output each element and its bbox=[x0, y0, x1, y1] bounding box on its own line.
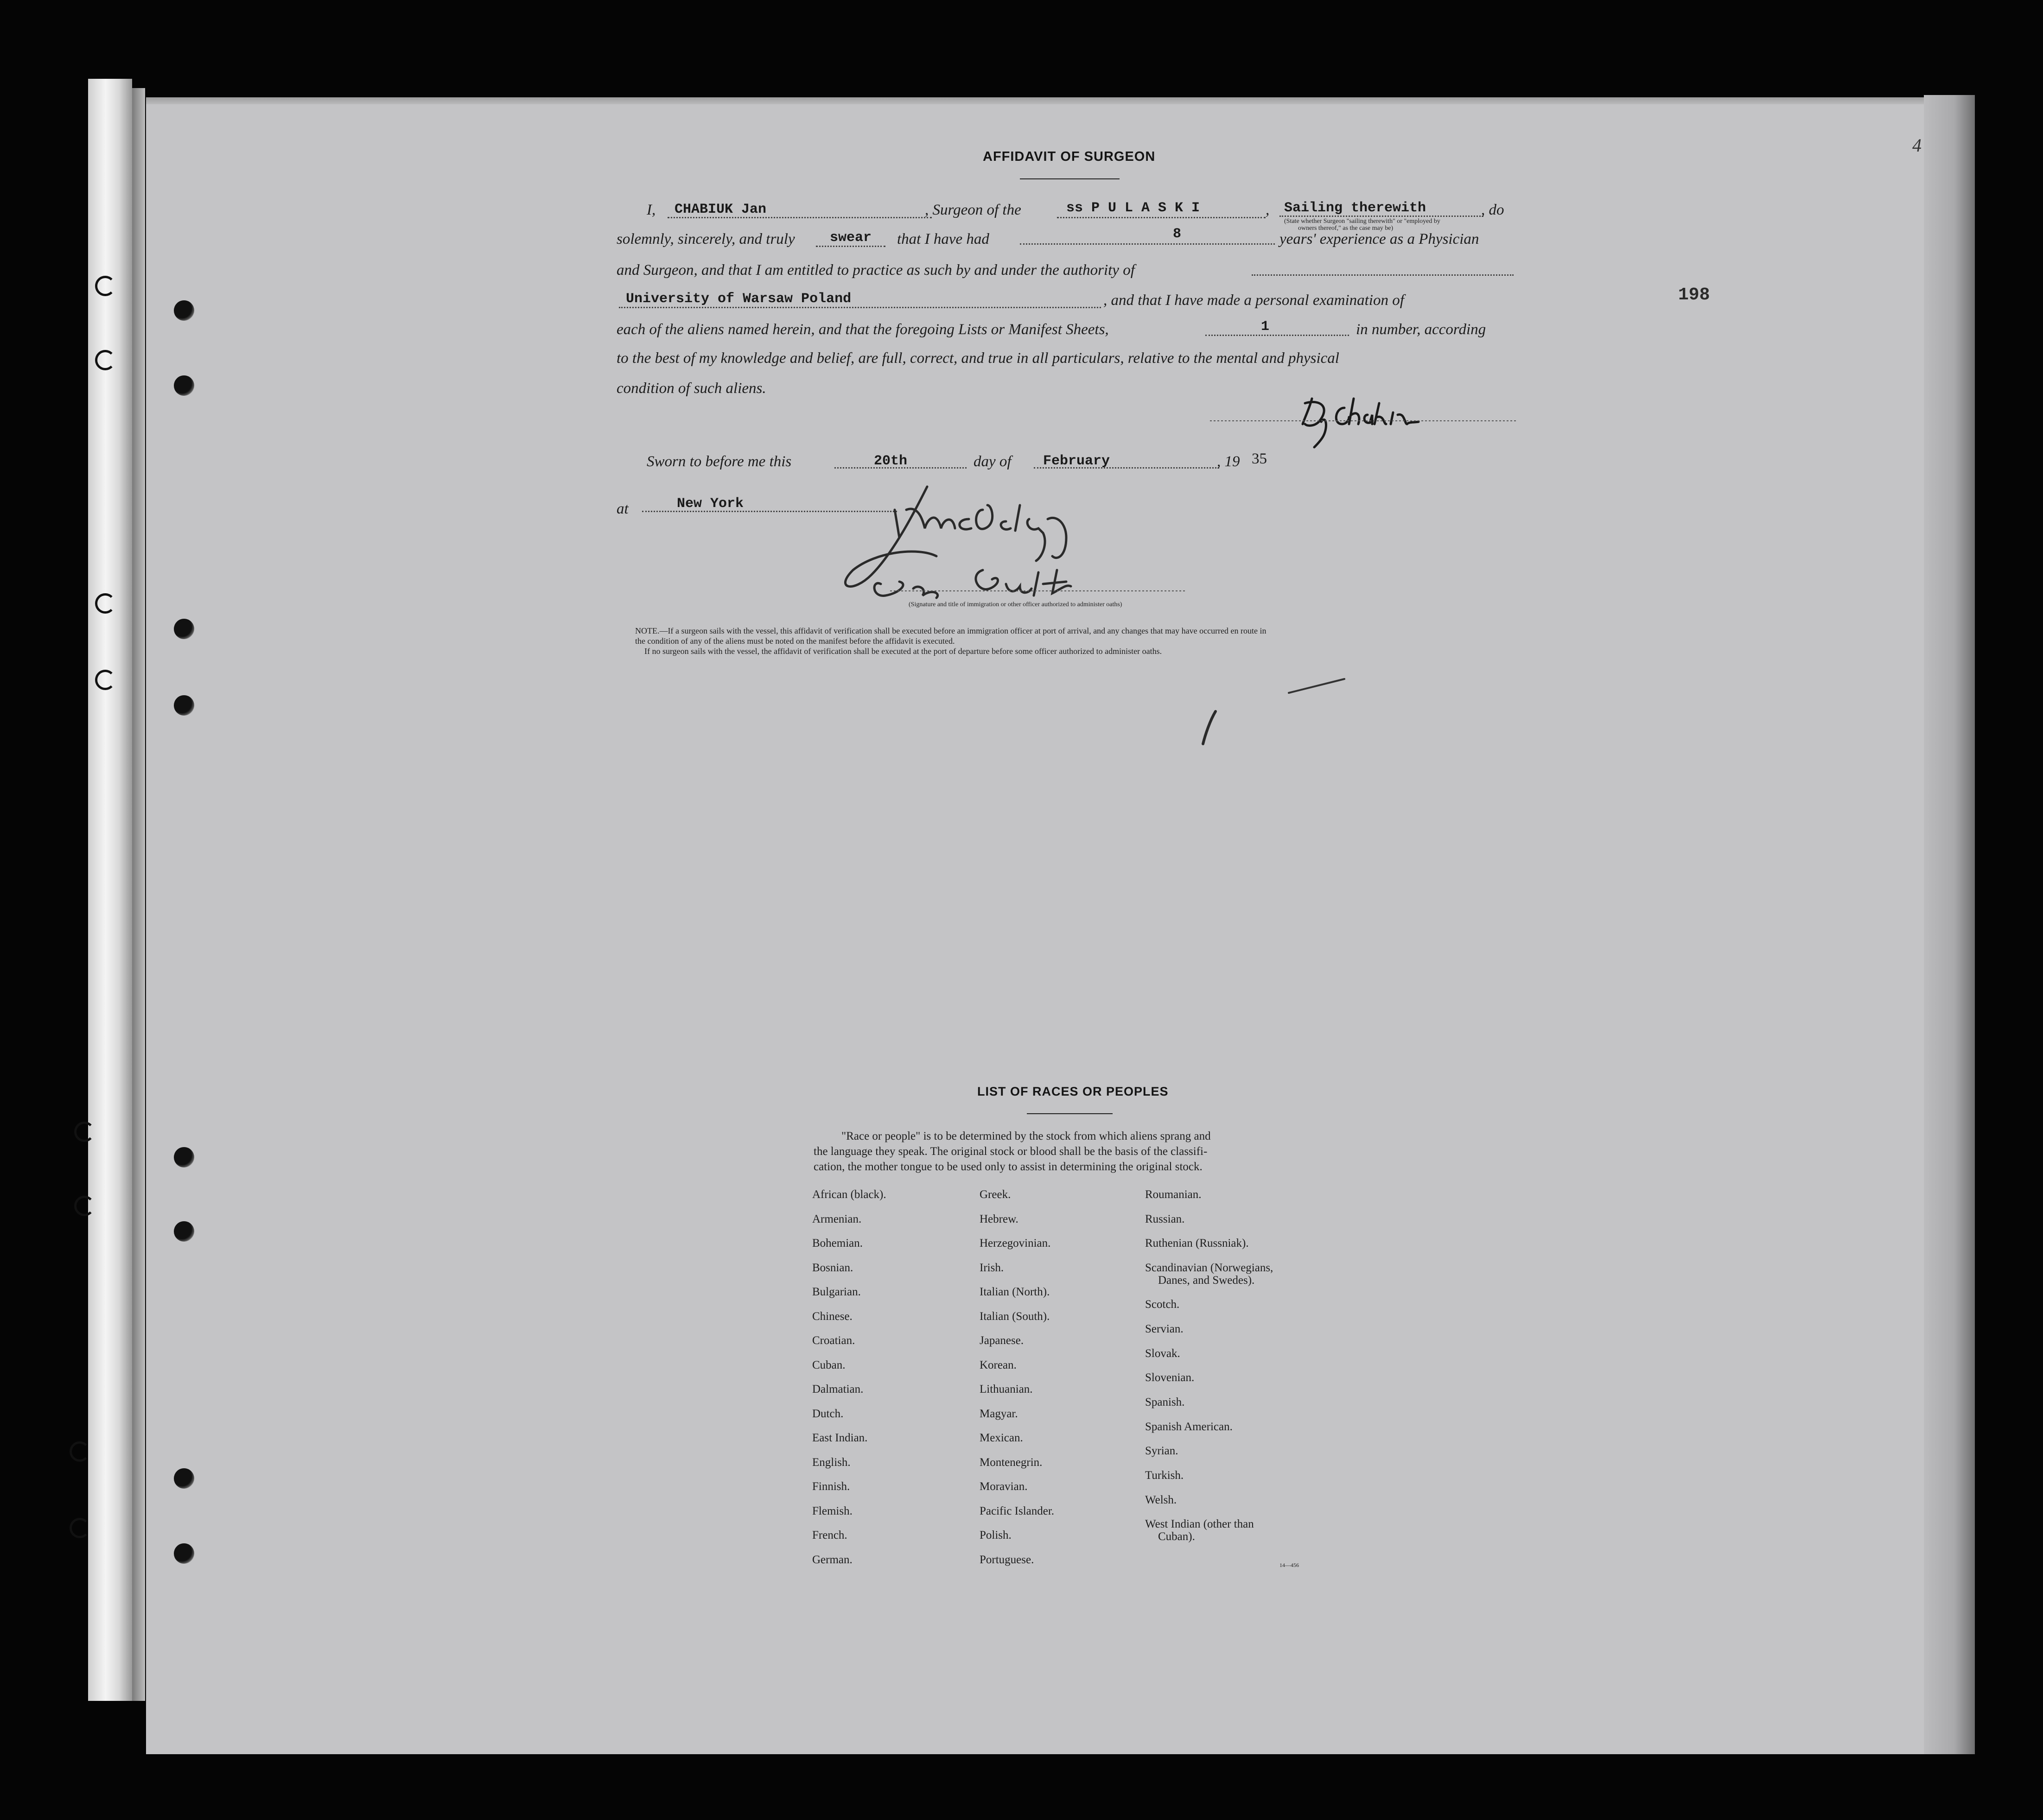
sailing-status-line bbox=[1279, 216, 1483, 217]
race-item: Korean. bbox=[980, 1359, 1017, 1371]
race-item: French. bbox=[812, 1529, 847, 1541]
place-city: New York bbox=[677, 496, 744, 512]
race-item: Finnish. bbox=[812, 1480, 850, 1493]
authority-line-b bbox=[619, 307, 1101, 308]
surgeon-signature bbox=[1210, 389, 1516, 450]
race-item: Slovak. bbox=[1145, 1347, 1180, 1360]
line5-prefix: each of the aliens named herein, and that the foregoing Lists or Manifest Sheets, bbox=[617, 321, 1109, 338]
line2-prefix: solemnly, sincerely, and truly bbox=[617, 231, 795, 247]
race-item: German. bbox=[812, 1554, 853, 1566]
oath-word: swear bbox=[830, 230, 872, 246]
years-line bbox=[1020, 243, 1275, 245]
race-item: Ruthenian (Russniak). bbox=[1145, 1237, 1249, 1249]
years-experience: 8 bbox=[1173, 226, 1182, 242]
line1-prefix: I, bbox=[647, 202, 656, 218]
binder-clip bbox=[95, 593, 115, 614]
binder-hole bbox=[174, 1543, 194, 1564]
sailing-status: Sailing therewith bbox=[1284, 200, 1426, 216]
note-line-1: NOTE.—If a surgeon sails with the vessel, this affidavit of verification shall be executed before an immigration officer at port of arrival, and any changes that may have occurred en route in bbox=[635, 626, 1267, 635]
race-item: Welsh. bbox=[1145, 1494, 1177, 1506]
race-item: Montenegrin. bbox=[980, 1456, 1043, 1469]
race-item: Irish. bbox=[980, 1262, 1004, 1274]
line4-suffix: , and that I have made a personal examination of bbox=[1103, 292, 1404, 309]
line2-mid: that I have had bbox=[897, 231, 989, 247]
race-item: East Indian. bbox=[812, 1432, 868, 1444]
line5-suffix: in number, according bbox=[1356, 321, 1486, 338]
stray-pen-marks bbox=[1187, 674, 1363, 753]
race-item: Mexican. bbox=[980, 1432, 1023, 1444]
surgeon-name-line bbox=[668, 217, 932, 218]
line1-comma: , bbox=[1266, 202, 1270, 218]
races-intro-2: the language they speak. The original stock or blood shall be the basis of the classifi- bbox=[814, 1145, 1208, 1158]
races-heading: LIST OF RACES OR PEOPLES bbox=[977, 1084, 1169, 1098]
binder-clip bbox=[95, 670, 115, 690]
corner-mark: 4 bbox=[1912, 135, 1922, 156]
surgeon-name: CHABIUK Jan bbox=[675, 202, 767, 217]
race-item: Moravian. bbox=[980, 1480, 1028, 1493]
place-prefix: at bbox=[617, 501, 629, 517]
affidavit-heading: AFFIDAVIT OF SURGEON bbox=[983, 149, 1156, 164]
sworn-mid: day of bbox=[974, 453, 1012, 470]
race-item: West Indian (other than bbox=[1145, 1518, 1254, 1530]
page-right-edge bbox=[1924, 95, 1975, 1754]
race-item: Japanese. bbox=[980, 1334, 1024, 1347]
race-item: Dalmatian. bbox=[812, 1383, 864, 1395]
sworn-month: February bbox=[1043, 453, 1110, 469]
binding-strip bbox=[88, 79, 132, 1701]
line6: to the best of my knowledge and belief, are full, correct, and true in all particulars, relative to the mental and physical bbox=[617, 350, 1339, 367]
authority: University of Warsaw Poland bbox=[626, 291, 852, 307]
race-item: Cuban). bbox=[1158, 1530, 1195, 1543]
sailing-note-2: owners thereof," as the case may be) bbox=[1298, 225, 1394, 232]
race-item: Cuban. bbox=[812, 1359, 846, 1371]
binder-clip bbox=[95, 350, 115, 370]
race-item: Dutch. bbox=[812, 1408, 844, 1420]
race-item: Scandinavian (Norwegians, bbox=[1145, 1262, 1273, 1274]
note-line-2: the condition of any of the aliens must be noted on the manifest before the affidavit is executed. bbox=[635, 636, 955, 646]
form-code: 14—456 bbox=[1279, 1562, 1299, 1568]
race-item: Syrian. bbox=[1145, 1445, 1178, 1457]
race-item: Spanish American. bbox=[1145, 1420, 1233, 1433]
race-item: Magyar. bbox=[980, 1408, 1018, 1420]
binder-hole bbox=[174, 1468, 194, 1489]
sailing-note-1: (State whether Surgeon "sailing therewith" or "employed by bbox=[1284, 218, 1440, 225]
race-item: Turkish. bbox=[1145, 1469, 1184, 1482]
race-item: Herzegovinian. bbox=[980, 1237, 1051, 1249]
binder-hole bbox=[174, 695, 194, 716]
races-intro-3: cation, the mother tongue to be used only to assist in determining the original stock. bbox=[814, 1160, 1203, 1173]
race-item: Roumanian. bbox=[1145, 1188, 1202, 1201]
races-heading-rule bbox=[1027, 1113, 1113, 1114]
binder-hole bbox=[174, 619, 194, 639]
race-item: Portuguese. bbox=[980, 1554, 1034, 1566]
binder-hole bbox=[174, 375, 194, 396]
officer-caption: (Signature and title of immigration or other officer authorized to administer oaths) bbox=[909, 601, 1122, 608]
binder-clip bbox=[74, 1122, 95, 1142]
line7: condition of such aliens. bbox=[617, 380, 766, 397]
race-item: Russian. bbox=[1145, 1213, 1185, 1225]
vessel-name-line bbox=[1057, 217, 1266, 218]
binder-clip bbox=[70, 1518, 90, 1538]
race-item: Chinese. bbox=[812, 1310, 853, 1323]
race-item: African (black). bbox=[812, 1188, 886, 1201]
race-item: Italian (South). bbox=[980, 1310, 1050, 1323]
line1-mid: , Surgeon of the bbox=[925, 202, 1021, 218]
race-item: Scotch. bbox=[1145, 1298, 1180, 1311]
line2-suffix: years' experience as a Physician bbox=[1279, 231, 1479, 247]
oath-line bbox=[816, 246, 885, 247]
race-item: English. bbox=[812, 1456, 851, 1469]
officer-signature bbox=[825, 477, 1215, 612]
race-item: Flemish. bbox=[812, 1505, 853, 1517]
sworn-prefix: Sworn to before me this bbox=[647, 453, 792, 470]
race-item: Spanish. bbox=[1145, 1396, 1185, 1408]
line3: and Surgeon, and that I am entitled to practice as such by and under the authority of bbox=[617, 262, 1135, 279]
race-item: Greek. bbox=[980, 1188, 1011, 1201]
race-item: Bosnian. bbox=[812, 1262, 853, 1274]
race-item: Lithuanian. bbox=[980, 1383, 1033, 1395]
binder-hole bbox=[174, 300, 194, 321]
binder-hole bbox=[174, 1221, 194, 1242]
race-item: Servian. bbox=[1145, 1323, 1184, 1335]
race-item: Pacific Islander. bbox=[980, 1505, 1055, 1517]
sworn-year-suffix: 35 bbox=[1252, 450, 1267, 467]
vessel-name: ss P U L A S K I bbox=[1066, 200, 1200, 216]
sworn-day-line bbox=[834, 467, 967, 469]
binder-clip bbox=[74, 1196, 95, 1216]
binder-hole bbox=[174, 1147, 194, 1167]
binder-clip bbox=[70, 1441, 90, 1462]
race-item: Bohemian. bbox=[812, 1237, 863, 1249]
binding-edge bbox=[132, 88, 145, 1701]
heading-rule bbox=[1020, 178, 1120, 179]
race-item: Bulgarian. bbox=[812, 1286, 861, 1298]
race-item: Armenian. bbox=[812, 1213, 862, 1225]
race-item: Italian (North). bbox=[980, 1286, 1050, 1298]
sworn-year-prefix: , 19 bbox=[1217, 453, 1240, 470]
race-item: Croatian. bbox=[812, 1334, 855, 1347]
races-intro-1: "Race or people" is to be determined by the stock from which aliens sprang and bbox=[841, 1130, 1211, 1142]
sworn-month-line bbox=[1034, 467, 1219, 469]
race-item: Hebrew. bbox=[980, 1213, 1018, 1225]
sheet-count-line bbox=[1205, 335, 1349, 336]
line1-suffix: , do bbox=[1481, 202, 1504, 218]
race-item: Polish. bbox=[980, 1529, 1012, 1541]
binder-clip bbox=[95, 276, 115, 296]
sheet-count: 1 bbox=[1261, 319, 1270, 335]
race-item: Slovenian. bbox=[1145, 1371, 1195, 1384]
authority-line-a bbox=[1252, 274, 1514, 276]
note-line-3: If no surgeon sails with the vessel, the affidavit of verification shall be executed at the port of departure before some officer authorized to administer oaths. bbox=[644, 647, 1162, 656]
sworn-day: 20th bbox=[874, 453, 908, 469]
page-number: 198 bbox=[1678, 285, 1710, 305]
race-item: Danes, and Swedes). bbox=[1158, 1274, 1255, 1287]
